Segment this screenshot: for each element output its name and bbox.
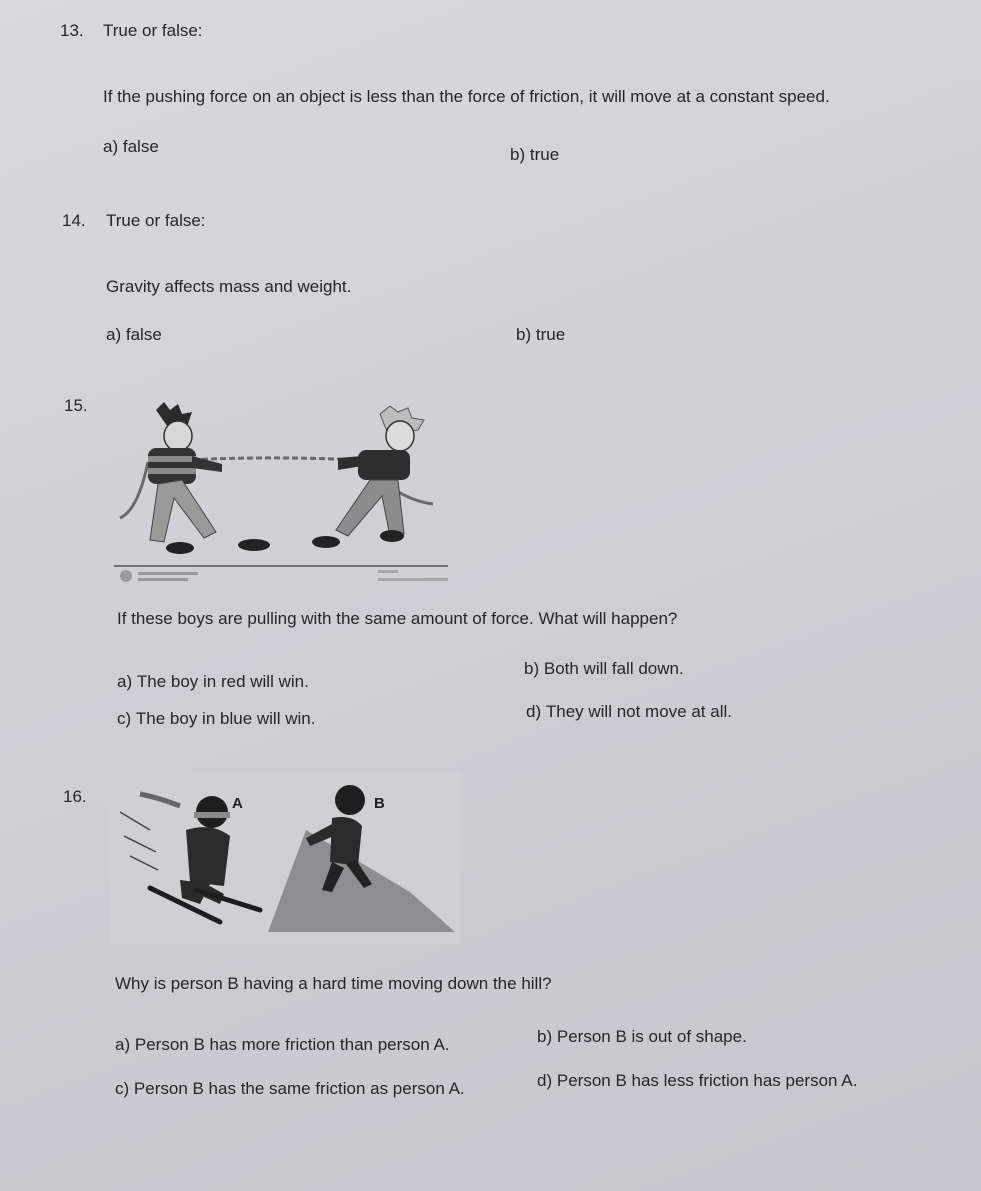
q13-statement: If the pushing force on an object is less than the force of friction, it will move at a constant speed. xyxy=(103,87,830,106)
q16-option-c[interactable]: c) Person B has the same friction as person A. xyxy=(115,1079,465,1098)
figure-label-b: B xyxy=(374,795,385,812)
q13-number: 13. xyxy=(60,21,84,40)
left-boy-figure xyxy=(148,402,270,554)
q15-option-c[interactable]: c) The boy in blue will win. xyxy=(117,709,316,728)
q13-option-a[interactable]: a) false xyxy=(103,137,159,156)
q16-option-a[interactable]: a) Person B has more friction than person A. xyxy=(115,1035,450,1054)
q14-option-a[interactable]: a) false xyxy=(106,325,162,344)
q16-number: 16. xyxy=(63,787,87,806)
q15-option-b[interactable]: b) Both will fall down. xyxy=(524,659,684,678)
q15-option-a[interactable]: a) The boy in red will win. xyxy=(117,672,309,691)
q16-option-d[interactable]: d) Person B has less friction has person A. xyxy=(537,1071,858,1090)
q14-prompt: True or false: xyxy=(106,211,206,230)
q16-option-b[interactable]: b) Person B is out of shape. xyxy=(537,1027,747,1046)
q13-option-b[interactable]: b) true xyxy=(510,145,560,164)
q15-option-d[interactable]: d) They will not move at all. xyxy=(526,702,732,721)
right-boy-figure xyxy=(312,406,424,548)
figure-label-a: A xyxy=(232,795,243,812)
q15-question: If these boys are pulling with the same amount of force. What will happen? xyxy=(117,609,678,628)
q15-number: 15. xyxy=(64,396,88,415)
tug-of-war-illustration xyxy=(108,400,468,592)
q14-statement: Gravity affects mass and weight. xyxy=(106,277,352,296)
q14-number: 14. xyxy=(62,211,86,230)
q16-question: Why is person B having a hard time moving down the hill? xyxy=(115,974,552,993)
q14-option-b[interactable]: b) true xyxy=(516,325,566,344)
skier-and-hiker-illustration xyxy=(110,772,460,944)
q13-prompt: True or false: xyxy=(103,21,203,40)
